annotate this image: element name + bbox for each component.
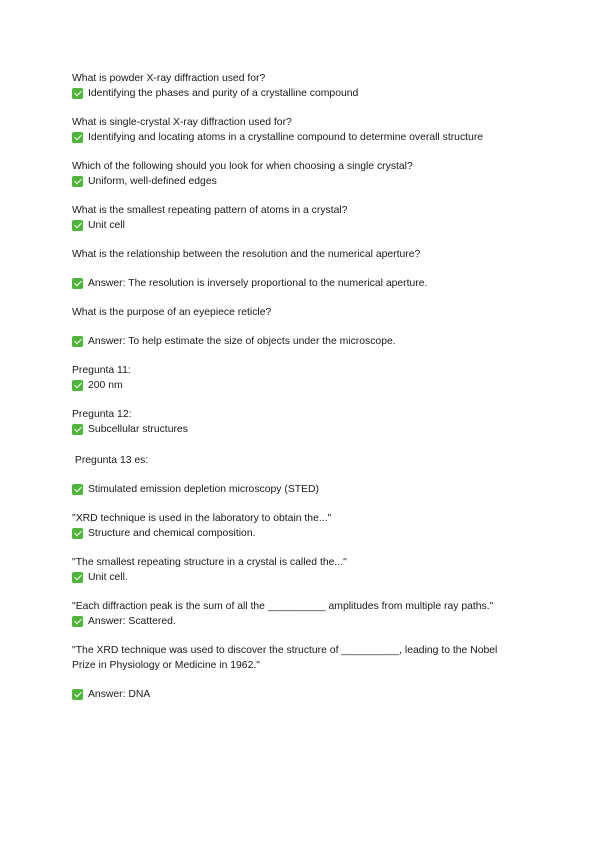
answer-text: Stimulated emission depletion microscopy (STED)	[88, 484, 319, 495]
answer-line	[72, 87, 358, 100]
answer-text: Subcellular structures	[88, 424, 188, 435]
check-mark-icon	[72, 484, 83, 495]
check-mark-icon	[72, 336, 83, 347]
question-text: What is the smallest repeating pattern of atoms in a crystal?	[72, 205, 348, 216]
check-mark-icon	[72, 176, 83, 187]
answer-line	[72, 219, 125, 232]
question-text: "XRD technique is used in the laboratory to obtain the..."	[72, 513, 332, 524]
answer-line	[72, 131, 483, 144]
answer-text: 200 nm	[88, 380, 123, 391]
answer-text: Unit cell	[88, 220, 125, 231]
check-mark-icon	[72, 689, 83, 700]
check-mark-icon	[72, 132, 83, 143]
answer-line	[72, 527, 255, 540]
question-text: Pregunta 11:	[72, 365, 131, 376]
check-mark-icon	[72, 380, 83, 391]
check-mark-icon	[72, 572, 83, 583]
question-text: "The smallest repeating structure in a crystal is called the..."	[72, 557, 347, 568]
answer-line	[72, 277, 427, 290]
answer-text: Uniform, well-defined edges	[88, 176, 217, 187]
check-mark-icon	[72, 424, 83, 435]
answer-line	[72, 335, 396, 348]
answer-text: Structure and chemical composition.	[88, 528, 256, 539]
question-text-continued: Prize in Physiology or Medicine in 1962."	[72, 660, 260, 671]
answer-line	[72, 615, 176, 628]
answer-text: Answer: Scattered.	[88, 616, 176, 627]
question-text: What is single-crystal X-ray diffraction used for?	[72, 117, 292, 128]
answer-line	[72, 379, 123, 392]
question-text: Pregunta 13 es:	[72, 455, 149, 466]
answer-text: Identifying and locating atoms in a crystalline compound to determine overall structure	[88, 132, 484, 143]
check-mark-icon	[72, 616, 83, 627]
answer-line	[72, 175, 217, 188]
answer-text: Answer: To help estimate the size of objects under the microscope.	[88, 336, 396, 347]
answer-line	[72, 423, 188, 436]
question-text: "Each diffraction peak is the sum of all the __________ amplitudes from multiple ray paths."	[72, 601, 494, 612]
answer-line	[72, 483, 319, 496]
answer-text: Answer: The resolution is inversely proportional to the numerical aperture.	[88, 278, 428, 289]
answer-text: Answer: DNA	[88, 689, 151, 700]
answer-text: Unit cell.	[88, 572, 128, 583]
question-text: What is the relationship between the resolution and the numerical aperture?	[72, 249, 421, 260]
question-text: What is powder X-ray diffraction used for?	[72, 73, 266, 84]
check-mark-icon	[72, 88, 83, 99]
answer-text: Identifying the phases and purity of a crystalline compound	[88, 88, 359, 99]
question-text: What is the purpose of an eyepiece reticle?	[72, 307, 272, 318]
check-mark-icon	[72, 528, 83, 539]
question-text: Pregunta 12:	[72, 409, 132, 420]
question-text: "The XRD technique was used to discover the structure of __________, leading to the Nobel	[72, 645, 498, 656]
answer-line	[72, 688, 150, 701]
question-text: Which of the following should you look for when choosing a single crystal?	[72, 161, 413, 172]
check-mark-icon	[72, 278, 83, 289]
answer-line	[72, 571, 128, 584]
check-mark-icon	[72, 220, 83, 231]
